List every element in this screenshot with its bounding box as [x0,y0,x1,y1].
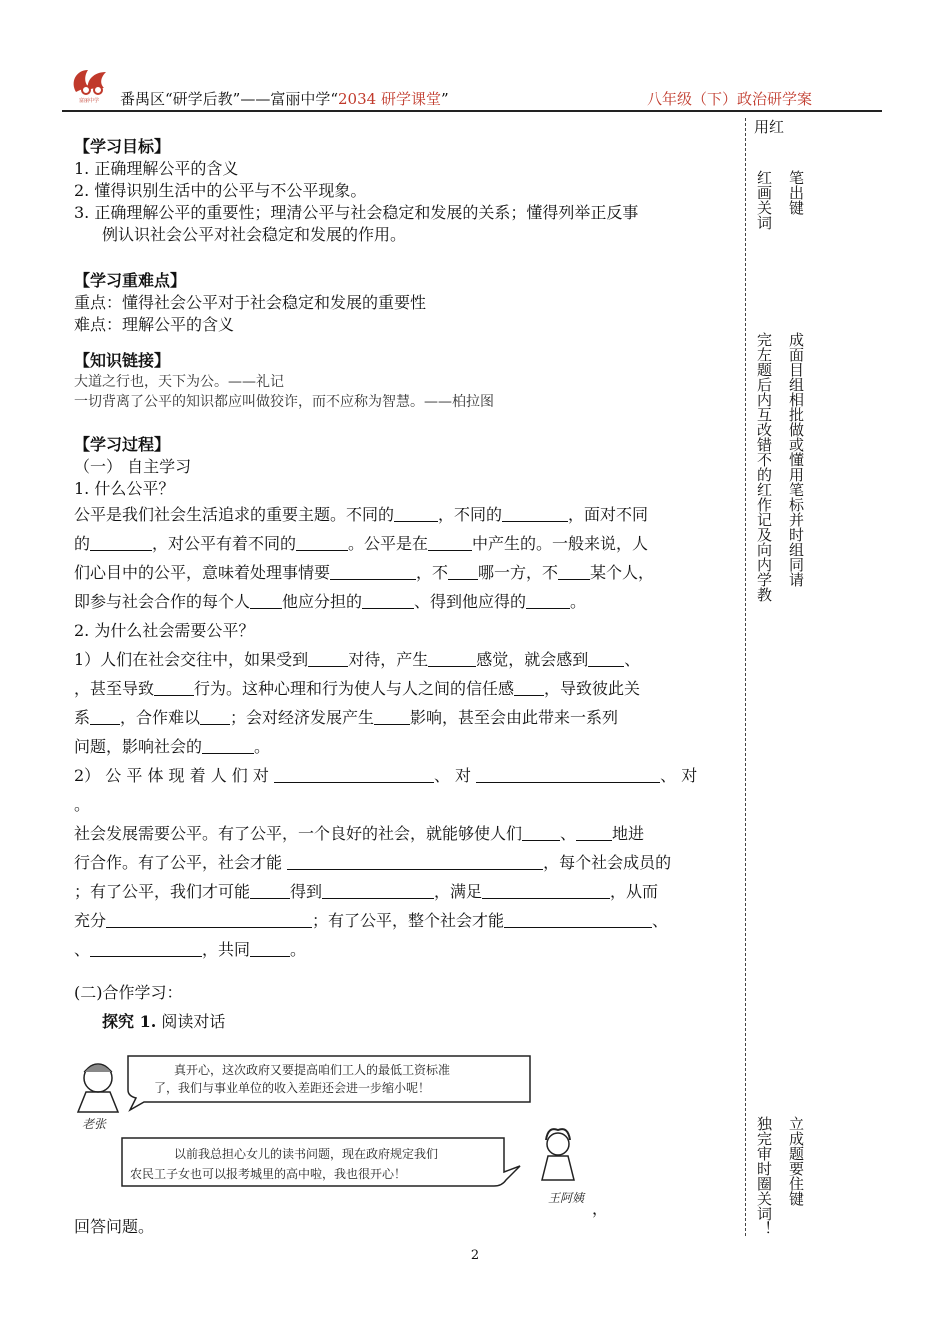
blank [287,853,543,870]
paragraph-4: 社会发展需要公平。有了公平，一个良好的社会，就能够使人们 、 地进 行合作。有了公平，社会才能 ，每个社会成员的 ；有了公平，我们才可能 得到 ，满足 ，从而 充分 ；有了公平，整个社会才能 、 、 ，共同 。 [74,824,672,959]
header-prefix: 番禺区“研学后教”——富丽中学“ [120,90,339,108]
blank [90,940,202,957]
wangayi-figure-svg [538,1124,598,1214]
blank [106,911,312,928]
part2-title: (二)合作学习： [74,983,183,1002]
bubble2-line1: 以前我总担心女儿的读书问题，现在政府规定我们 [174,1147,439,1161]
goal-item: 例认识社会公平对社会稳定和发展的作用。 [102,225,407,244]
blank [504,911,652,928]
main-content [74,136,740,1036]
goals-title: 【学习目标】 [74,137,171,156]
header-red-text: 2034 研学课堂 [338,90,441,108]
page-number: 2 [470,1248,480,1263]
side-note-3a: 完左题后内互改错不的红作记及向内学教 [755,332,773,602]
goal-item: 1. 正确理解公平的含义 [74,159,239,178]
blank [588,650,624,667]
bubble1-line1: 真开心，这次政府又要提高咱们工人的最低工资标准 [174,1063,451,1077]
blank [374,708,410,725]
blank [250,592,282,609]
blank [250,940,290,957]
school-logo [66,64,112,104]
header-grade: 八年级（下）政治研学案 [646,90,812,108]
answer-prompt: 回答问题。 [74,1217,155,1236]
blank [448,563,478,580]
paragraph-3: 2） 公 平 体 现 着 人 们 对 、 对 、 对 。 [74,766,698,814]
blank [482,882,610,899]
side-note-1: 用红 [754,118,785,136]
blank [250,882,290,899]
question-2: 2. 为什么社会需要公平？ [74,621,255,640]
paragraph-1: 公平是我们社会生活追求的重要主题。不同的 ，不同的 ，面对不同 的 ，对公平有着不同的 。公平是在 中产生的。一般来说，人 们心目中的公平，意味着处理事情要 ，不 哪一方，不 某个人， 即参与社会合作的每个人 他应分担的 、得到他应得的 。 [74,505,655,611]
blank [476,766,660,783]
blank [502,505,568,522]
process-title: 【学习过程】 [74,435,171,454]
page-header [62,62,882,112]
goal-item: 3. 正确理解公平的重要性；理清公平与社会稳定和发展的关系；懂得列举正反事 [74,203,639,222]
side-note-4b: 立成题要住键 [787,1116,805,1206]
blank [308,650,348,667]
logo-text: 富丽中学 [78,98,100,104]
blank [522,824,560,841]
key-focus: 重点：懂得社会公平对于社会稳定和发展的重要性 [74,293,427,312]
blank [200,708,230,725]
quote-plato: 一切背离了公平的知识都应叫做狡诈，而不应称为智慧。——柏拉图 [74,394,494,410]
key-title: 【学习重难点】 [74,271,187,290]
side-note-3b: 成面目组相批做或懂用笔标并时组同请 [787,332,805,587]
paragraph-2: 1）人们在社会交往中，如果受到 对待，产生 感觉，就会感到 、 ，甚至导致 行为。这种心理和行为使人与人之间的信任感 ，导致彼此关 系 ，合作难以 ；会对经济发展产生 影响，甚至会由此带来一系列 问题，影响社会的 。 [74,650,641,756]
laozhang-figure [78,1064,118,1131]
header-title [120,88,449,109]
side-note-2b: 笔出键 [787,170,805,215]
dialogue-comic [74,1052,534,1212]
name-wangayi: 王阿姨 [548,1191,585,1205]
bubble2-line2: 农民工子女也可以报考城里的高中啦，我也很开心！ [130,1167,407,1181]
blank [394,505,438,522]
blank [558,563,590,580]
name-laozhang: 老张 [82,1117,107,1131]
blank [274,766,434,783]
part1-title: （一） 自主学习 [74,457,192,476]
side-note-4a: 独完审时圈关词！ [755,1116,773,1236]
blank [322,882,434,899]
quote-liji: 大道之行也，天下为公。——礼记 [74,374,284,390]
blank [514,679,544,696]
blank [576,824,612,841]
blank [330,563,416,580]
side-note-2a: 红画关词 [755,170,773,230]
bubble1-line2: 了，我们与事业单位的收入差距还会进一步缩小呢！ [154,1081,431,1095]
explore-1: 探究 1. 阅读对话 [102,1012,226,1031]
goal-item: 2. 懂得识别生活中的公平与不公平现象。 [74,181,367,200]
margin-divider [745,118,746,1236]
question-1: 1. 什么公平？ [74,479,175,498]
links-title: 【知识链接】 [74,351,171,370]
blank [362,592,414,609]
blank [526,592,570,609]
blank [202,737,254,754]
comic-comma: ， [592,1199,609,1218]
header-suffix: ” [440,90,449,108]
blank [428,650,476,667]
blank [90,708,120,725]
key-difficulty: 难点：理解公平的含义 [74,315,235,334]
blank [154,679,194,696]
blank [90,534,152,551]
blank [296,534,348,551]
blank [428,534,472,551]
